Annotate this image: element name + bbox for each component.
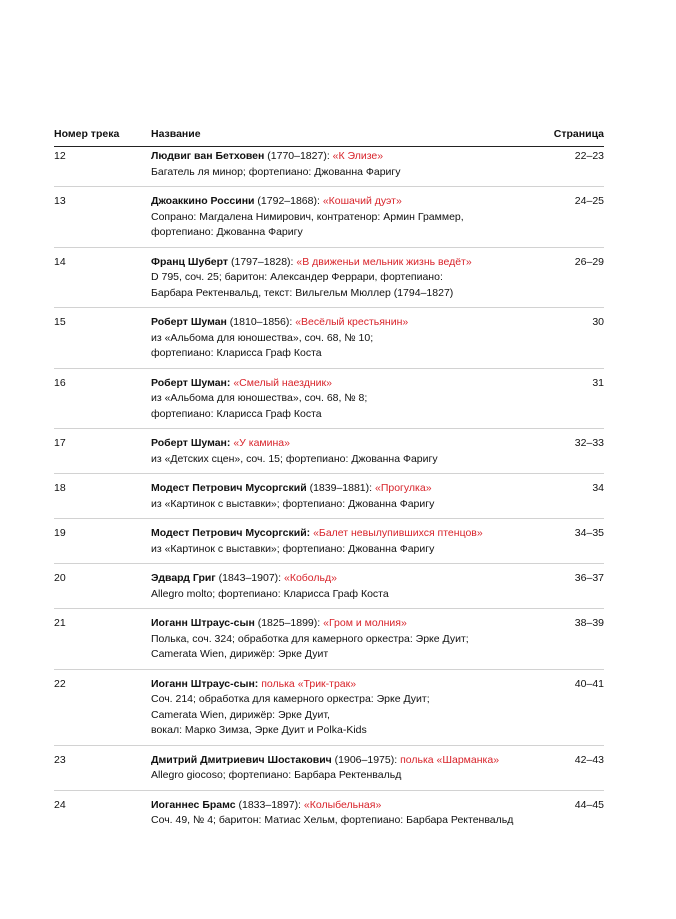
work-title: «У камина» [233,437,290,449]
work-title: «Кобольд» [284,572,337,584]
track-number: 13 [54,195,66,207]
table-header [54,128,604,142]
table-row [54,315,604,369]
track-description: из «Детских сцен», соч. 15; фортепиано: Джованна Фаригу [151,452,438,465]
work-title: «Балет невылупившихся птенцов» [313,527,483,539]
table-row [54,255,604,309]
table-row [54,616,604,670]
work-title: «Гром и молния» [323,617,407,629]
work-title: «Колыбельная» [303,798,382,811]
track-description: из «Альбома для юношества», соч. 68, № 10; фортепиано: Кларисса Граф Коста [151,331,374,359]
composer-name: Модест Петрович Мусоргский [151,527,307,539]
track-number: 15 [54,316,66,328]
page-range: 26–29 [574,255,604,268]
track-description: Багатель ля минор; фортепиано: Джованна Фаригу [151,165,401,178]
track-description: из «Картинок с выставки»; фортепиано: Джованна Фаригу [151,542,435,555]
composer-years: : [254,677,262,690]
header-divider [54,146,604,147]
track-description: из «Альбома для юношества», соч. 68, № 8; фортепиано: Кларисса Граф Коста [151,392,368,420]
composer-years: (1770–1827): [264,150,333,162]
composer-years: (1843–1907): [215,572,284,584]
page-range: 30 [592,316,604,328]
track-number: 19 [54,527,66,539]
composer-name: Эдвард Григ [151,572,216,584]
composer-years: : [226,376,234,389]
track-number: 12 [54,150,66,162]
work-title: «В движеньи мельник жизнь ведёт» [296,255,472,268]
track-description: Соч. 49, № 4; баритон: Матиас Хельм, фортепиано: Барбара Ректенвальд [151,814,514,826]
track-number: 16 [54,376,66,389]
composer-years: (1825–1899): [254,617,324,629]
table-row [54,753,604,791]
track-description: Сопрано: Магдалена Нимирович, контратенор: Армин Граммер, фортепиано: Джованна Фаригу [151,210,464,238]
composer-name: Дмитрий Дмитриевич Шостакович [151,753,332,766]
page-range: 38–39 [574,617,604,629]
page-range: 24–25 [574,195,604,207]
page-range: 42–43 [574,753,604,766]
track-description: Полька, соч. 324; обработка для камерного оркестра: Эрке Дуит; Camerata Wien, дирижёр: Эрке Дуит [151,632,469,660]
table-row [54,194,604,248]
composer-name: Людвиг ван Бетховен [151,150,265,162]
composer-years: : [306,527,314,539]
work-title: «Весёлый крестьянин» [295,316,409,328]
composer-years: (1810–1856): [226,316,296,328]
track-description: D 795, соч. 25; баритон: Александер Феррари, фортепиано: Барбара Ректенвальд, текст: Вильгельм Мюллер (1794–1827) [151,271,454,299]
work-title: полька «Шарманка» [400,753,500,766]
track-list [54,149,604,842]
page-range: 22–23 [574,150,604,162]
track-number: 23 [54,753,66,766]
track-number: 18 [54,482,66,494]
track-number-header: Номер трека [54,128,120,140]
track-number: 17 [54,437,66,449]
composer-years: (1797–1828): [228,255,297,268]
composer-name: Джоаккино Россини [151,195,255,207]
composer-years: (1833–1897): [235,798,304,811]
table-row [54,436,604,474]
composer-years: (1839–1881): [306,482,375,494]
track-number: 21 [54,617,66,629]
composer-name: Иоганн Штраус-сын [151,677,255,690]
composer-years: (1906–1975): [331,753,401,766]
page-range: 36–37 [574,572,604,584]
title-header: Название [151,128,201,140]
table-row [54,677,604,746]
table-row [54,149,604,187]
table-row [54,571,604,609]
composer-years: (1792–1868): [254,195,323,207]
track-description: из «Картинок с выставки»; фортепиано: Джованна Фаригу [151,497,435,510]
composer-name: Роберт Шуман [151,316,227,328]
track-description: Соч. 214; обработка для камерного оркестра: Эрке Дуит; Camerata Wien, дирижёр: Эрке Дуит, вокал: Марко Зимза, Эрке Дуит и Polka-Kids [151,693,430,736]
track-description: Allegro giocoso; фортепиано: Барбара Ректенвальд [151,769,402,781]
composer-name: Роберт Шуман [151,437,227,449]
track-number: 24 [54,798,66,811]
work-title: полька «Трик-трак» [261,677,357,690]
composer-name: Модест Петрович Мусоргский [151,482,307,494]
page-header: Страница [553,128,604,140]
page-range: 34 [592,482,604,494]
composer-years: : [226,437,234,449]
work-title: «Прогулка» [374,482,432,494]
track-description: Allegro molto; фортепиано: Кларисса Граф Коста [151,587,389,600]
page-range: 40–41 [574,677,604,690]
composer-name: Иоганнес Брамс [151,798,236,811]
composer-name: Роберт Шуман [151,376,227,389]
track-number: 22 [54,677,66,690]
table-row [54,798,604,835]
work-title: «К Элизе» [332,150,384,162]
track-number: 20 [54,572,66,584]
work-title: «Смелый наездник» [233,376,332,389]
page-range: 31 [592,376,604,389]
page-range: 32–33 [574,437,604,449]
table-row [54,376,604,430]
table-row [54,481,604,519]
work-title: «Кошачий дуэт» [322,195,402,207]
composer-name: Франц Шуберт [151,255,229,268]
composer-name: Иоганн Штраус-сын [151,617,255,629]
page-range: 34–35 [574,527,604,539]
page-range: 44–45 [574,798,604,811]
table-row [54,526,604,564]
track-number: 14 [54,255,66,268]
